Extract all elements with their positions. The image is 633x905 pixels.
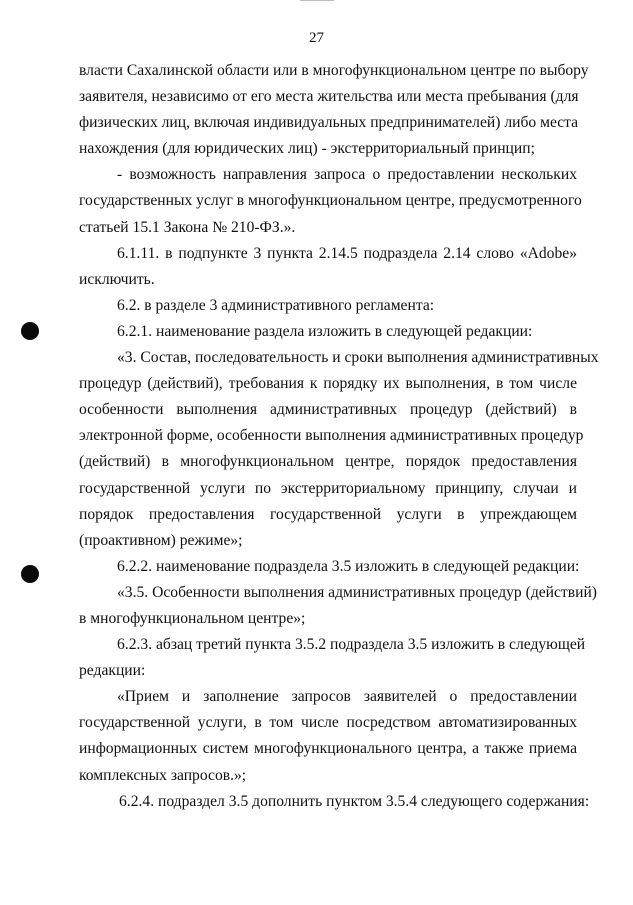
text-line: - возможность направления запроса о предоставлении нескольких — [117, 166, 577, 184]
punch-hole — [21, 322, 39, 340]
text-line: государственных услуг в многофункциональном центре, предусмотренного — [79, 192, 582, 210]
text-line: 6.2.1. наименование раздела изложить в следующей редакции: — [117, 322, 533, 340]
text-line: статьей 15.1 Закона № 210-ФЗ.». — [79, 218, 296, 236]
text-line: власти Сахалинской области или в многофункциональном центре по выбору — [79, 62, 589, 79]
text-line: заявителя, независимо от его места жительства или места пребывания (для — [79, 88, 579, 106]
text-line: «Прием и заполнение запросов заявителей о предоставлении — [117, 688, 577, 706]
text-line: комплексных запросов.»; — [79, 766, 247, 784]
text-line: (действий) в многофункциональном центре, порядок предоставления — [79, 453, 577, 471]
text-line: физических лиц, включая индивидуальных предпринимателей) либо места — [79, 114, 579, 132]
page-number: 27 — [309, 30, 324, 46]
text-line: «3. Состав, последовательность и сроки выполнения административных — [117, 349, 599, 367]
text-line: редакции: — [79, 662, 146, 680]
text-line: 6.1.11. в подпункте 3 пункта 2.14.5 подраздела 2.14 слово «Adobe» — [117, 244, 577, 262]
scan-edge-mark — [300, 0, 334, 1]
text-line: «3.5. Особенности выполнения административных процедур (действий) — [117, 583, 597, 601]
text-line: в многофункциональном центре»; — [79, 609, 306, 627]
text-line: порядок предоставления государственной услуги в упреждающем — [79, 505, 577, 523]
text-line: информационных систем многофункционального центра, а также приема — [79, 740, 577, 758]
document-body — [79, 58, 599, 815]
text-line: нахождения (для юридических лиц) - экстерриториальный принцип; — [79, 140, 535, 158]
text-line: государственной услуги, в том числе посредством автоматизированных — [79, 714, 577, 732]
text-line: 6.2.3. абзац третий пункта 3.5.2 подраздела 3.5 изложить в следующей — [117, 636, 586, 654]
text-line: электронной форме, особенности выполнения административных процедур — [79, 427, 584, 445]
text-line: процедур (действий), требования к порядку их выполнения, в том числе — [79, 375, 577, 393]
text-line: (проактивном) режиме»; — [79, 531, 243, 549]
text-line: 6.2.2. наименование подраздела 3.5 изложить в следующей редакции: — [117, 557, 580, 575]
punch-hole — [21, 565, 39, 583]
text-line: особенности выполнения административных процедур (действий) в — [79, 401, 577, 419]
text-line: 6.2. в разделе 3 административного регламента: — [117, 296, 435, 314]
text-line: государственной услуги по экстерриториальному принципу, случаи и — [79, 479, 577, 497]
text-line: 6.2.4. подраздел 3.5 дополнить пунктом 3.5.4 следующего содержания: — [119, 792, 590, 810]
text-line: исключить. — [79, 270, 155, 288]
